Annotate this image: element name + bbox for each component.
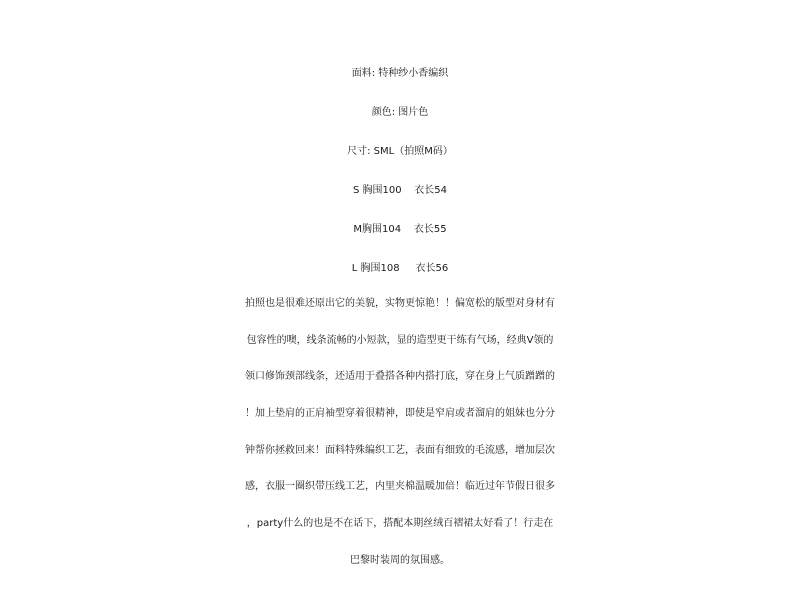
description-line: 拍照也是很难还原出它的美貌，实物更惊艳！！偏宽松的版型对身材有 [245,298,555,309]
product-description [0,286,800,580]
description-line: 钟帮你拯救回来！面料特殊编织工艺，表面有细致的毛流感，增加层次 [245,444,555,456]
description-line: 包容性的噢，线条流畅的小短款，显的造型更干练有气场，经典V领的 [246,334,554,346]
description-line: ，party什么的也是不在话下，搭配本期丝绒百褶裙太好看了！行走在 [246,518,554,530]
description-line: 领口修饰颈部线条，还适用于叠搭各种内搭打底，穿在身上气质蹭蹭的 [245,371,555,383]
color-spec: 颜色: 图片色 [371,107,429,118]
size-m-measurements: M胸围104 衣长55 [353,224,447,235]
size-s-measurements: S 胸围100 衣长54 [352,185,448,196]
description-line: 感，衣服一圈织带压线工艺，内里夹棉温暖加倍！临近过年节假日很多 [245,481,555,493]
size-l-measurements: L 胸围108 衣长56 [351,263,449,274]
description-line: ！加上垫肩的正肩袖型穿着很精神，即使是窄肩或者溜肩的姐妹也分分 [245,408,555,420]
size-spec: 尺寸: SML（拍照M码） [347,146,453,157]
fabric-spec: 面料: 特种纱小香编织 [351,68,449,79]
product-specs [0,54,800,288]
description-line: 巴黎时装周的氛围感。 [350,554,450,566]
